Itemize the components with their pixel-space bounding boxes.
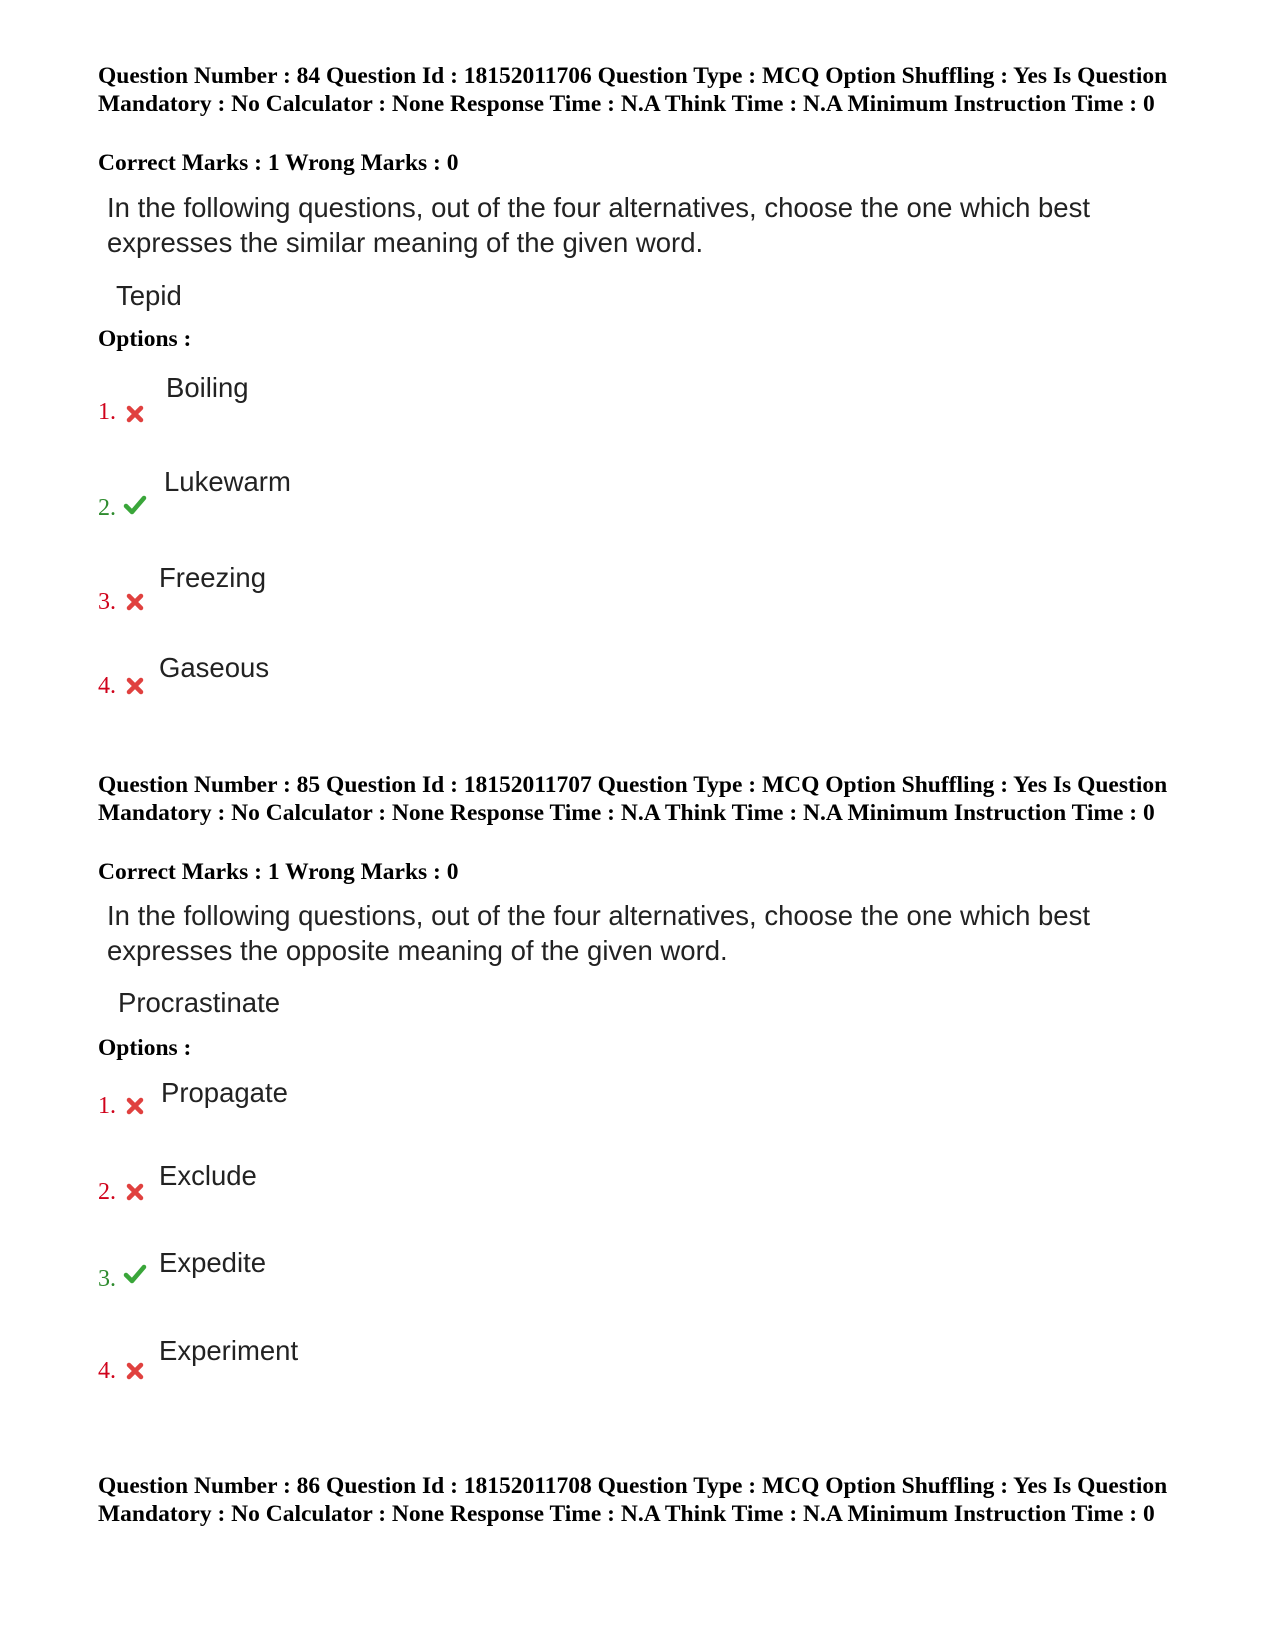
option-number: 3. — [98, 1266, 116, 1292]
question-84-marks: Correct Marks : 1 Wrong Marks : 0 — [98, 150, 459, 176]
check-icon — [123, 494, 147, 516]
option-text: Propagate — [161, 1077, 288, 1108]
option-number: 2. — [98, 495, 116, 521]
check-icon — [123, 1263, 147, 1285]
option-number: 4. — [98, 673, 116, 699]
cross-icon — [125, 1361, 145, 1381]
option-text: Experiment — [159, 1335, 299, 1366]
option-text: Boiling — [166, 372, 249, 403]
question-86-meta: Question Number : 86 Question Id : 18152011708 Question Type : MCQ Option Shuffling : Yes Is Question Mandatory : No Calculator : None Response Time : N.A Think Time : N.A Minimum Instruction Time : 0 — [98, 1473, 1168, 1527]
cross-icon — [125, 404, 145, 424]
question-84-meta: Question Number : 84 Question Id : 18152011706 Question Type : MCQ Option Shuffling : Yes Is Question Mandatory : No Calculator : None Response Time : N.A Think Time : N.A Minimum Instruction Time : 0 — [98, 63, 1168, 117]
option-number: 3. — [98, 589, 116, 615]
cross-icon — [125, 592, 145, 612]
option-text: Lukewarm — [164, 466, 291, 497]
cross-icon — [125, 1182, 145, 1202]
option-number: 2. — [98, 1179, 116, 1205]
question-84-word: Tepid — [116, 280, 182, 311]
option-text: Freezing — [159, 562, 266, 593]
question-84-options-label: Options : — [98, 326, 192, 352]
option-number: 1. — [98, 399, 116, 425]
question-85-prompt: In the following questions, out of the four alternatives, choose the one which best expresses the opposite meaning of the given word. — [107, 900, 1090, 966]
cross-icon — [125, 1096, 145, 1116]
option-text: Expedite — [159, 1247, 267, 1278]
option-number: 4. — [98, 1358, 116, 1384]
question-85-meta: Question Number : 85 Question Id : 18152011707 Question Type : MCQ Option Shuffling : Yes Is Question Mandatory : No Calculator : None Response Time : N.A Think Time : N.A Minimum Instruction Time : 0 — [98, 772, 1168, 826]
cross-icon — [125, 676, 145, 696]
question-85-word: Procrastinate — [118, 987, 281, 1018]
question-84-prompt: In the following questions, out of the four alternatives, choose the one which best expresses the similar meaning of the given word. — [107, 192, 1090, 258]
question-85-marks: Correct Marks : 1 Wrong Marks : 0 — [98, 859, 459, 885]
option-text: Gaseous — [159, 652, 270, 683]
option-text: Exclude — [159, 1160, 257, 1191]
question-85-options-label: Options : — [98, 1035, 192, 1061]
option-number: 1. — [98, 1093, 116, 1119]
